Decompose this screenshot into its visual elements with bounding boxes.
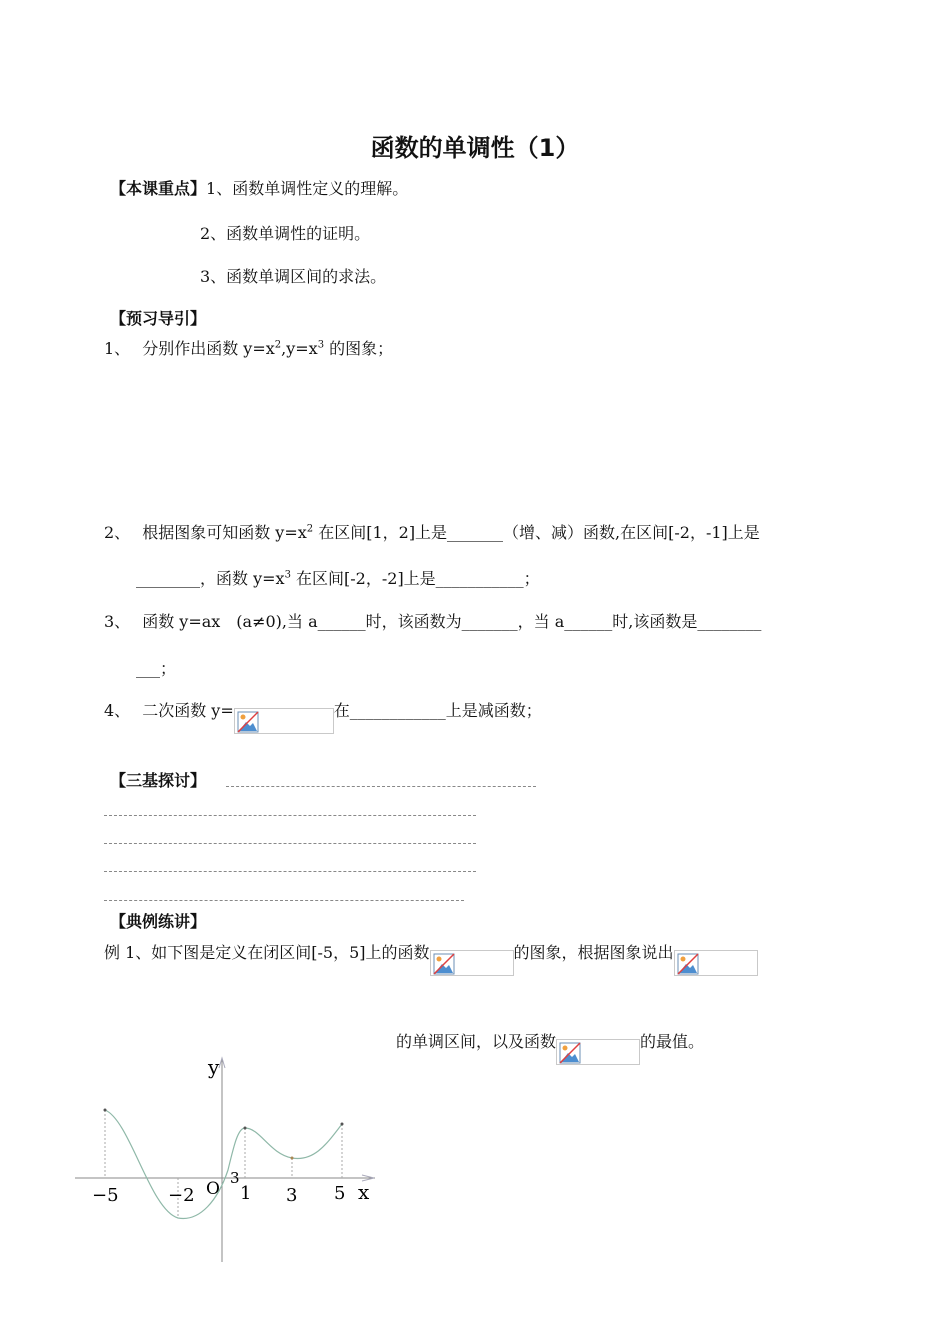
tick-label: 5 (334, 1183, 346, 1204)
q1-text-a: 分别作出函数 y=x (142, 339, 275, 358)
q1-text-b: ,y=x (281, 339, 318, 358)
endpoint-dot (104, 1109, 107, 1112)
answer-line (226, 786, 536, 787)
focus-section (110, 176, 408, 199)
focus-item-3: 3、函数单调区间的求法。 (200, 267, 387, 286)
answer-line (104, 900, 464, 901)
broken-image-icon (237, 711, 259, 733)
point-dot (291, 1157, 294, 1160)
formula-image-placeholder (556, 1039, 640, 1065)
q2-text-a: 根据图象可知函数 y=x (142, 523, 307, 542)
value-label: 3 (230, 1169, 240, 1187)
point-dot (244, 1127, 247, 1130)
broken-image-icon (559, 1042, 581, 1064)
q1-number: 1、 (104, 339, 131, 358)
x-axis-label: x (358, 1180, 370, 1204)
q1-sup-1: 2 (274, 339, 282, 351)
y-axis-label: y (208, 1055, 220, 1079)
tick-label: −2 (168, 1185, 195, 1206)
broken-image-icon (433, 953, 455, 975)
formula-image-placeholder (674, 950, 758, 976)
formula-image-placeholder (234, 708, 334, 734)
answer-line (104, 871, 476, 872)
example-heading: 【典例练讲】 (110, 912, 207, 931)
question-3 (104, 609, 761, 632)
example-1-text-d: 的最值。 (640, 1032, 705, 1051)
focus-item-2: 2、函数单调性的证明。 (200, 224, 371, 243)
q1-text-c: 的图象； (324, 339, 394, 358)
example-1-line2 (396, 1029, 704, 1065)
example-1-text-c: 的单调区间，以及函数 (396, 1032, 557, 1051)
q2-sup-1: 2 (306, 523, 314, 535)
q3-number: 3、 (104, 612, 131, 631)
function-graph (70, 1050, 390, 1270)
q2-number: 2、 (104, 523, 131, 542)
question-4 (104, 698, 542, 734)
sanji-heading: 【三基探讨】 (110, 771, 207, 790)
broken-image-icon (677, 953, 699, 975)
focus-item-1: 1、函数单调性定义的理解。 (206, 179, 409, 198)
question-3-line2: ___； (136, 659, 177, 678)
question-2 (104, 520, 760, 543)
q2-line2-b: 在区间[-2，-2]上是___________； (290, 569, 540, 588)
tick-label: 3 (286, 1185, 298, 1206)
question-1 (104, 336, 393, 359)
q4-number: 4、 (104, 701, 131, 720)
q3-line1: 函数 y=ax (a≠0),当 a______时，该函数为_______，当 a______时,该函数是________ (142, 612, 762, 631)
endpoint-dot (341, 1123, 344, 1126)
function-curve (105, 1110, 342, 1218)
example-1-text-b: 的图象，根据图象说出 (513, 943, 674, 962)
answer-line (104, 843, 476, 844)
q4-text-a: 二次函数 y= (142, 701, 234, 720)
page-title: 函数的单调性（1） (370, 134, 580, 162)
q2-line2-a: ________，函数 y=x (136, 569, 285, 588)
preview-heading: 【预习导引】 (110, 309, 207, 328)
tick-label: 1 (240, 1183, 252, 1204)
example-1-line1 (104, 940, 758, 976)
origin-label: O (206, 1179, 220, 1199)
q2-sup-2: 3 (284, 569, 291, 581)
focus-heading: 【本课重点】 (110, 179, 207, 198)
tick-label: −5 (92, 1185, 119, 1206)
q1-sup-2: 3 (317, 339, 325, 351)
example-1-text-a: 例 1、如下图是定义在闭区间[-5，5]上的函数 (104, 943, 430, 962)
answer-line (104, 815, 476, 816)
q2-text-b: 在区间[1，2]上是_______（增、减）函数,在区间[-2，-1]上是 (313, 523, 760, 542)
q4-text-b: 在____________上是减函数； (333, 701, 542, 720)
question-2-line2 (136, 566, 540, 589)
formula-image-placeholder (430, 950, 514, 976)
